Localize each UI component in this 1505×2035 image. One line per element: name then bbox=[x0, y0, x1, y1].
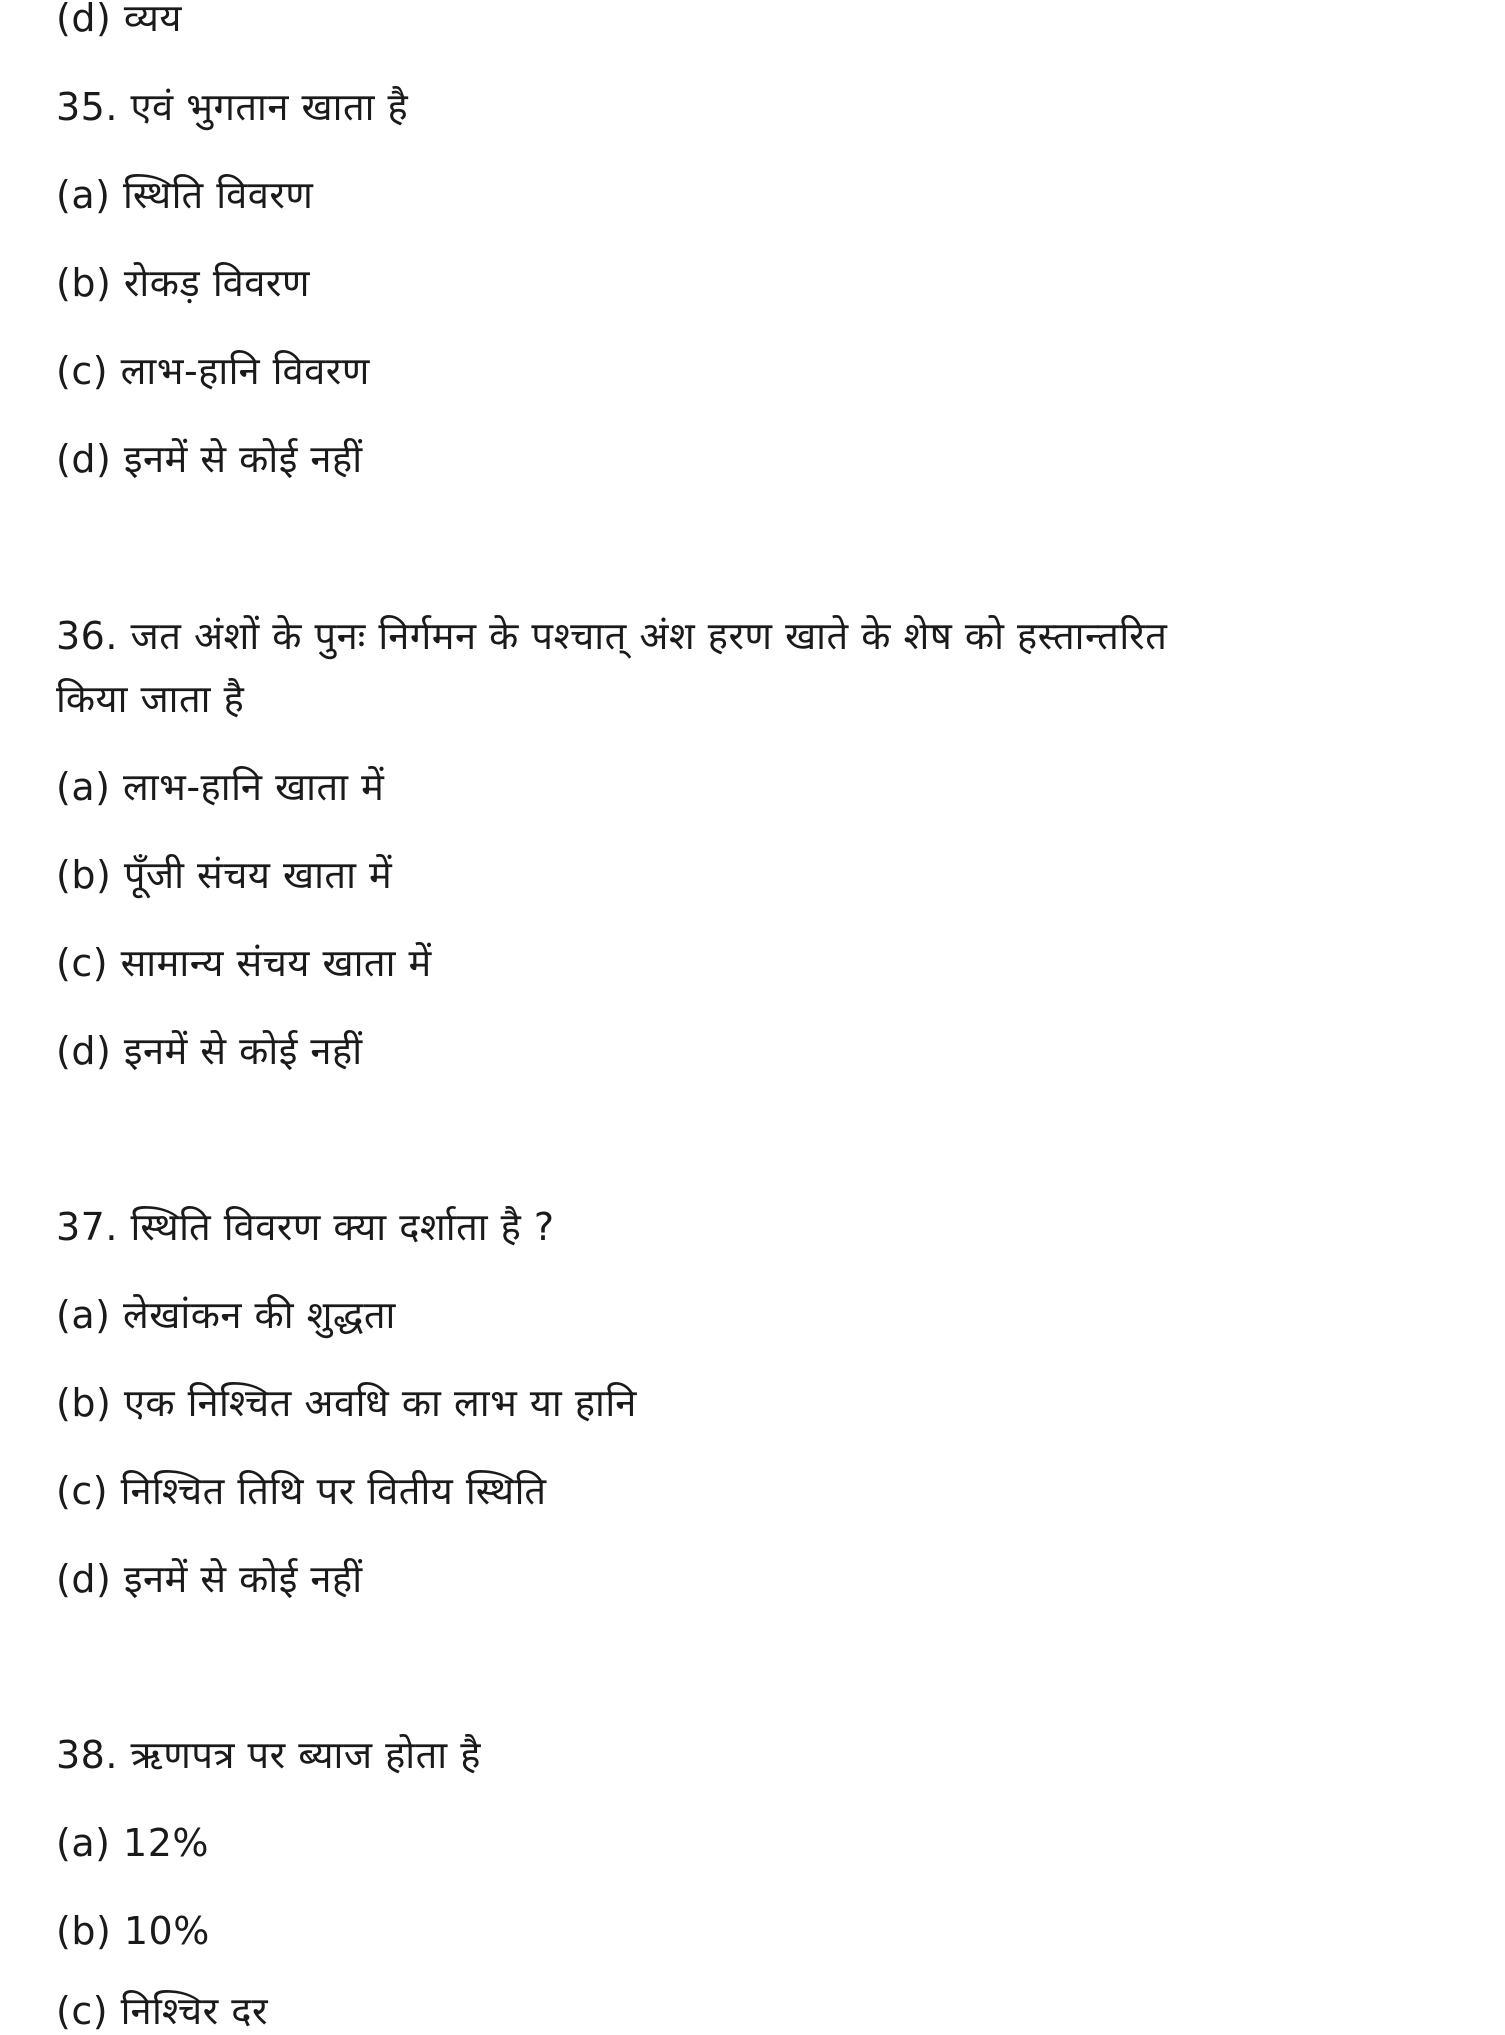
q37-option-a: (a) लेखांकन की शुद्धता bbox=[56, 1293, 396, 1337]
q36-question-line-1: 36. जत अंशों के पुनः निर्गमन के पश्चात् अंश हरण खाते के शेष को हस्तान्तरित bbox=[56, 614, 1168, 658]
q35-option-d: (d) इनमें से कोई नहीं bbox=[56, 437, 363, 481]
q36-question-line-2: किया जाता है bbox=[56, 677, 245, 721]
q36-option-b: (b) पूँजी संचय खाता में bbox=[56, 853, 393, 897]
q36-option-d: (d) इनमें से कोई नहीं bbox=[56, 1029, 363, 1073]
q38-option-b: (b) 10% bbox=[56, 1909, 210, 1953]
q34-option-d: (d) व्यय bbox=[56, 0, 182, 40]
q38-option-a: (a) 12% bbox=[56, 1821, 209, 1865]
q37-option-d: (d) इनमें से कोई नहीं bbox=[56, 1557, 363, 1601]
q36-option-c: (c) सामान्य संचय खाता में bbox=[56, 941, 432, 985]
q36-option-a: (a) लाभ-हानि खाता में bbox=[56, 765, 385, 809]
q37-question: 37. स्थिति विवरण क्या दर्शाता है ? bbox=[56, 1205, 555, 1249]
q35-option-a: (a) स्थिति विवरण bbox=[56, 173, 314, 217]
q35-option-c: (c) लाभ-हानि विवरण bbox=[56, 349, 370, 393]
q35-question: 35. एवं भुगतान खाता है bbox=[56, 85, 409, 129]
q38-question: 38. ऋणपत्र पर ब्याज होता है bbox=[56, 1733, 481, 1777]
q38-option-c: (c) निश्चिर दर bbox=[56, 1989, 269, 2033]
q37-option-b: (b) एक निश्चित अवधि का लाभ या हानि bbox=[56, 1381, 637, 1425]
q37-option-c: (c) निश्चित तिथि पर वितीय स्थिति bbox=[56, 1469, 547, 1513]
q35-option-b: (b) रोकड़ विवरण bbox=[56, 261, 310, 305]
